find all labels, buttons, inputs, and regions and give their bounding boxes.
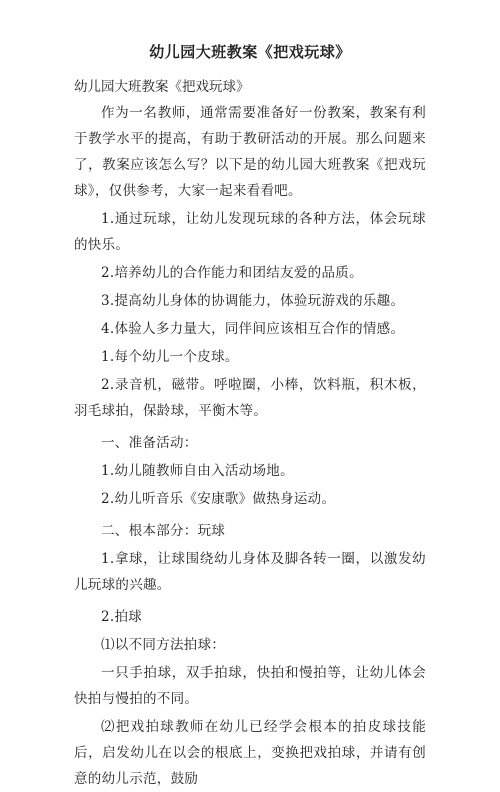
paragraph: 2.拍球 [101, 609, 143, 625]
paragraph: 2.幼儿听音乐《安康歌》做热身运动。 [101, 491, 336, 507]
document-title: 幼儿园大班教案《把戏玩球》 [149, 43, 351, 61]
paragraph: 1.拿球，让球围绕幼儿身体及脚各转一圈，以激发幼儿玩球的兴趣。 [74, 551, 426, 593]
paragraph: 2.培养幼儿的合作能力和团结友爱的品质。 [101, 265, 363, 281]
paragraph: 一、准备活动： [101, 435, 198, 451]
paragraph: 4.体验人多力量大，同伴间应该相互合作的情感。 [101, 321, 405, 337]
paragraph: 1.幼儿随教师自由入活动场地。 [101, 463, 294, 479]
paragraph: 1.通过玩球，让幼儿发现玩球的各种方法，体会玩球的快乐。 [74, 211, 426, 253]
paragraph: 二、根本部分：玩球 [101, 523, 226, 539]
paragraph: 作为一名教师，通常需要准备好一份教案，教案有利于教学水平的提高，有助于教研活动的开展。那么问题来了，教案应该怎么写？以下是的幼儿园大班教案《把戏玩球》，仅供参考，大家一起来看看吧。 [74, 105, 426, 199]
document-body [74, 100, 426, 792]
paragraph: ⑵把戏拍球教师在幼儿已经学会根本的拍皮球技能后，启发幼儿在以会的根底上，变换把戏拍球，并请有创意的幼儿示范，鼓励 [74, 719, 426, 787]
paragraph: 2.录音机，磁带。呼啦圈，小棒，饮料瓶，积木板，羽毛球拍，保龄球，平衡木等。 [74, 377, 426, 419]
paragraph: 一只手拍球，双手拍球，快拍和慢拍等，让幼儿体会快拍与慢拍的不同。 [74, 665, 426, 707]
document-subtitle: 幼儿园大班教案《把戏玩球》 [74, 79, 250, 95]
paragraph: ⑴以不同方法拍球： [101, 637, 226, 653]
paragraph: 1.每个幼儿一个皮球。 [101, 349, 239, 365]
paragraph: 3.提高幼儿身体的协调能力，体验玩游戏的乐趣。 [101, 293, 405, 309]
